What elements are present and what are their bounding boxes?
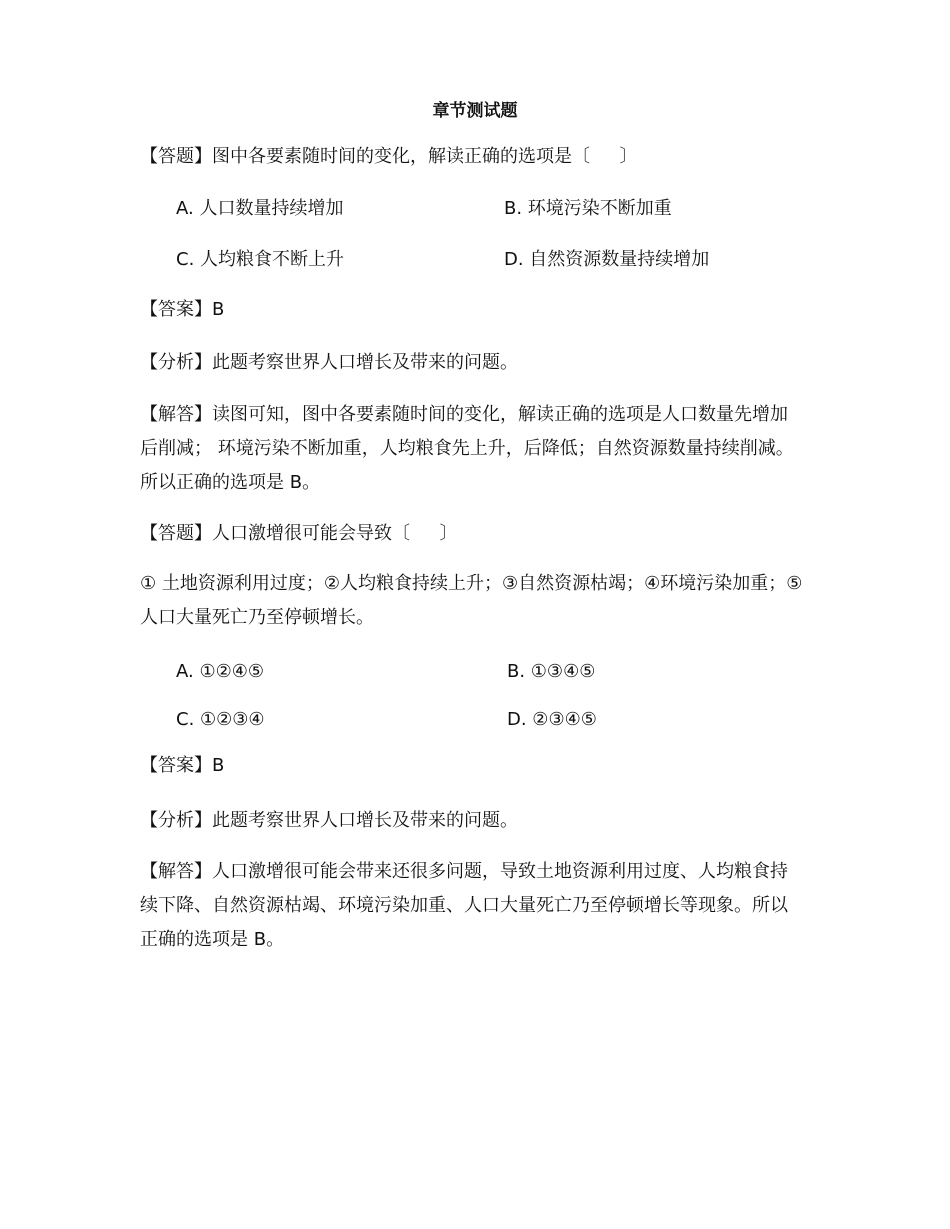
question-2-stem: ① 土地资源利用过度；②人均粮食持续上升；③自然资源枯竭；④环境污染加重；⑤ 人口大量死亡乃至停顿增长。: [140, 573, 803, 628]
question-2-analysis: 【分析】此题考察世界人口增长及带来的问题。: [140, 810, 518, 831]
question-1-option-b: B. 环境污染不断加重: [504, 198, 672, 219]
question-2-option-a: A. ①②④⑤: [176, 661, 264, 682]
question-2-solution: 【解答】人口激增很可能会带来还很多问题，导致土地资源利用过度、人均粮食持续下降、自然资源枯竭、环境污染加重、人口大量死亡乃至停顿增长等现象。所以正确的选项是 B。: [140, 861, 788, 950]
document-title: 章节测试题: [432, 101, 518, 121]
question-2-option-d: D. ②③④⑤: [507, 709, 597, 730]
question-1-analysis: 【分析】此题考察世界人口增长及带来的问题。: [140, 352, 518, 373]
question-1-solution: 【解答】读图可知，图中各要素随时间的变化，解读正确的选项是人口数量先增加后削减； 环境污染不断加重，人均粮食先上升，后降低；自然资源数量持续削减。所以正确的选项是 B。: [140, 404, 794, 493]
question-2-option-b: B. ①③④⑤: [507, 661, 596, 682]
question-2-option-c: C. ①②③④: [176, 709, 265, 730]
question-2-text: 【答题】人口激增很可能会导致〔 〕: [140, 523, 458, 544]
question-1-answer: 【答案】B: [140, 299, 225, 320]
question-1-text: 【答题】图中各要素随时间的变化，解读正确的选项是〔 〕: [140, 146, 638, 167]
question-1-option-c: C. 人均粮食不断上升: [176, 249, 345, 270]
question-1-option-a: A. 人口数量持续增加: [176, 198, 344, 219]
question-1-option-d: D. 自然资源数量持续增加: [504, 249, 710, 270]
question-2-answer: 【答案】B: [140, 755, 225, 776]
